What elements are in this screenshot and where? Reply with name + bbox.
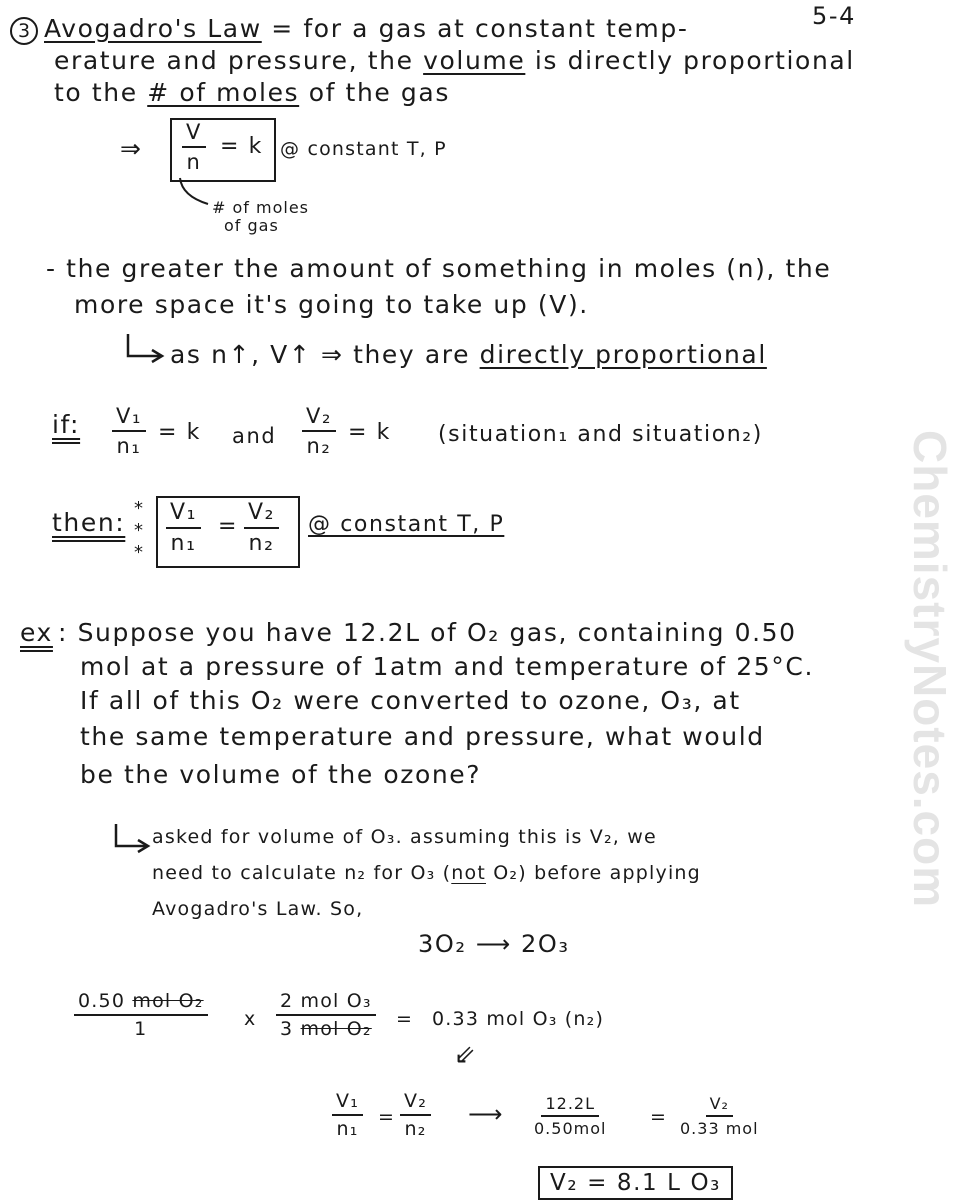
definition-line1: = for a gas at constant temp- — [271, 14, 689, 43]
then-equals: = — [218, 514, 239, 539]
formula-condition: @ constant T, P — [280, 138, 447, 160]
moles-note-line2: of gas — [224, 216, 279, 235]
then-n2: n₂ — [248, 531, 275, 556]
conversion-value: 3 — [279, 1018, 294, 1040]
example-line1: : Suppose you have 12.2L of O₂ gas, containing 0.50 — [58, 618, 797, 647]
final-fraction-4 — [680, 1094, 759, 1138]
down-arrow: ⇙ — [454, 1040, 478, 1070]
if-n1: n₁ — [116, 434, 142, 458]
example-line5: be the volume of the ozone? — [80, 760, 482, 789]
definition-text: of the gas — [308, 78, 450, 107]
final-fraction-2 — [400, 1090, 431, 1140]
reaction-equation: 3O₂ ⟶ 2O₃ — [418, 930, 570, 958]
then-v2: V₂ — [244, 500, 279, 529]
solution-line1: asked for volume of O₃. assuming this is V₂, we — [152, 826, 657, 848]
explanation-text: as n↑, V↑ ⇒ they are — [170, 340, 471, 369]
situation-note: (situation₁ and situation₂) — [438, 422, 763, 447]
conversion-num-2: 2 mol O₃ — [276, 990, 376, 1016]
conversion-den-1: 1 — [134, 1018, 148, 1040]
final-moles-1: 0.50mol — [534, 1119, 607, 1138]
final-v1: V₁ — [332, 1090, 363, 1116]
conversion-num-1 — [74, 990, 208, 1016]
times-sign: x — [244, 1008, 257, 1030]
law-title: Avogadro's Law — [44, 14, 262, 43]
formula-numerator: V — [182, 120, 206, 148]
conversion-fraction-2 — [276, 990, 376, 1040]
important-stars: * * * — [134, 498, 145, 563]
conversion-equals: = — [396, 1008, 414, 1030]
if-equals-2: = k — [348, 420, 391, 445]
explanation-line2: more space it's going to take up (V). — [74, 290, 589, 319]
definition-text: erature and pressure, the — [54, 46, 414, 75]
then-v1: V₁ — [166, 500, 201, 529]
example-line2: mol at a pressure of 1atm and temperature of 25°C. — [80, 652, 815, 681]
if-equals-1: = k — [158, 420, 201, 445]
final-fraction-3 — [534, 1094, 606, 1138]
formula-equals-k: = k — [220, 134, 263, 159]
final-fraction-1 — [332, 1090, 363, 1140]
conversion-den-2 — [280, 1016, 372, 1040]
moles-note-line1: # of moles — [212, 198, 309, 217]
if-n2: n₂ — [306, 434, 332, 458]
if-v1: V₁ — [112, 404, 146, 432]
formula-denominator: n — [186, 150, 202, 174]
example-label: ex — [20, 618, 53, 647]
then-n1: n₁ — [170, 531, 197, 556]
definition-text: to the — [54, 78, 138, 107]
explanation-line1: - the greater the amount of something in moles (n), the — [46, 254, 832, 283]
then-label: then: — [52, 508, 126, 537]
cancelled-unit: mol O₂ — [132, 990, 204, 1012]
note-arrow — [180, 178, 208, 204]
definition-text: is directly proportional — [534, 46, 855, 75]
conversion-fraction-1 — [74, 990, 208, 1040]
solution-line2 — [152, 862, 701, 884]
final-equals-1: = — [378, 1106, 396, 1128]
final-v2-unknown: V₂ — [706, 1094, 733, 1117]
then-condition: @ constant T, P — [308, 512, 505, 537]
if-v2: V₂ — [302, 404, 336, 432]
directly-proportional: directly proportional — [479, 340, 767, 369]
example-line4: the same temperature and pressure, what would — [80, 722, 765, 751]
section-number: 3 — [10, 17, 38, 45]
solution-text: O₂) before applying — [493, 862, 701, 884]
solution-text: need to calculate n₂ for O₃ ( — [152, 862, 452, 884]
implies-arrow: ⇒ — [120, 134, 143, 163]
example-line3: If all of this O₂ were converted to ozone, O₃, at — [80, 686, 741, 715]
final-equals-2: = — [650, 1106, 668, 1128]
if-label: if: — [52, 410, 81, 439]
solution-line3: Avogadro's Law. So, — [152, 898, 364, 920]
conversion-result: 0.33 mol O₃ (n₂) — [432, 1008, 605, 1030]
conversion-value: 0.50 — [78, 990, 126, 1012]
solution-not: not — [451, 862, 486, 884]
final-arrow: ⟶ — [468, 1100, 505, 1128]
page-number: 5-4 — [812, 2, 856, 30]
final-n1: n₁ — [336, 1118, 359, 1140]
final-v2: V₂ — [400, 1090, 431, 1116]
watermark: ChemistryNotes.com — [904, 430, 956, 909]
definition-volume: volume — [423, 46, 526, 75]
final-answer: V₂ = 8.1 L O₃ — [538, 1166, 733, 1200]
cancelled-unit: mol O₂ — [300, 1018, 372, 1040]
final-volume-1: 12.2L — [541, 1094, 599, 1117]
final-n2: n₂ — [404, 1118, 427, 1140]
if-and: and — [232, 424, 277, 448]
definition-moles: # of moles — [147, 78, 300, 107]
final-moles-2: 0.33 mol — [680, 1119, 759, 1138]
